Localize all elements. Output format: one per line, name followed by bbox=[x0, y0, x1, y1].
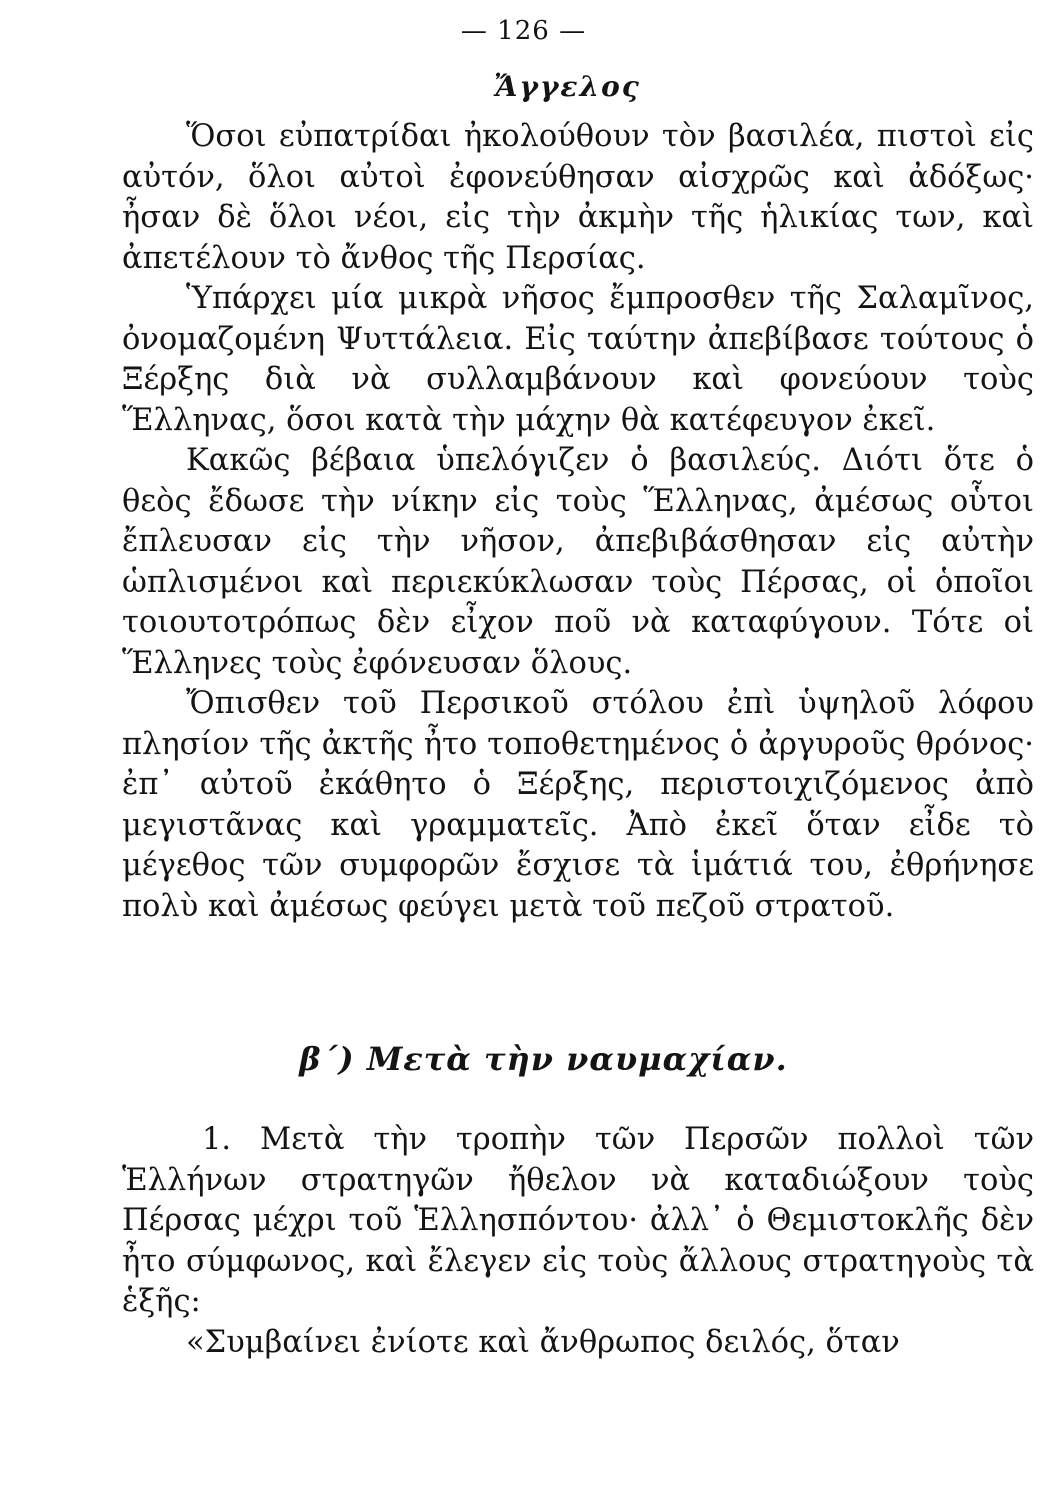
section-heading: β΄) Μετὰ τὴν ναυμαχίαν. bbox=[299, 1040, 788, 1078]
page-number: — 126 — bbox=[460, 16, 587, 46]
section-paragraph-2: «Συμβαίνει ἐνίοτε καὶ ἄνθρωπος δειλός, ὅταν bbox=[186, 1324, 900, 1360]
paragraph-1: Ὅσοι εὐπατρίδαι ἠκολούθουν τὸν βασιλέα, πιστοὶ εἰς αὐτόν, ὅλοι αὐτοὶ ἐφονεύθησαν αἰσχρῶς καὶ ἀδόξως· ἦσαν δὲ ὅλοι νέοι, εἰς τὴν ἀκμὴν τῆς ἡλικίας των, καὶ ἀπετέλουν τὸ ἄνθος τῆς Περσίας. bbox=[122, 119, 1034, 276]
section-paragraph-1: 1. Μετὰ τὴν τροπὴν τῶν Περσῶν πολλοὶ τῶν Ἑλλήνων στρατηγῶν ἤθελον νὰ καταδιώξουν τοὺς Πέρσας μέχρι τοῦ Ἑλλησπόντου· ἀλλ᾽ ὁ Θεμιστοκλῆς δὲν ἦτο σύμφωνος, καὶ ἔλεγεν εἰς τοὺς ἄλλους στρατηγοὺς τὰ ἑξῆς: bbox=[122, 1122, 1034, 1319]
main-text-block bbox=[122, 117, 1034, 927]
speaker-heading: Ἄγγελος bbox=[494, 70, 641, 103]
paragraph-4: Ὄπισθεν τοῦ Περσικοῦ στόλου ἐπὶ ὑψηλοῦ λόφου πλησίον τῆς ἀκτῆς ἦτο τοποθετημένος ὁ ἀργυροῦς θρόνος· ἐπ᾽ αὐτοῦ ἐκάθητο ὁ Ξέρξης, περιστοιχιζόμενος ἀπὸ μεγιστᾶνας καὶ γραμματεῖς. Ἀπὸ ἐκεῖ ὅταν εἶδε τὸ μέγεθος τῶν συμφορῶν ἔσχισε τὰ ἱμάτιά του, ἐθρήνησε πολὺ καὶ ἀμέσως φεύγει μετὰ τοῦ πεζοῦ στρατοῦ. bbox=[122, 686, 1034, 924]
paragraph-2: Ὑπάρχει μία μικρὰ νῆσος ἔμπροσθεν τῆς Σαλαμῖνος, ὀνομαζομένη Ψυττάλεια. Εἰς ταύτην ἀπεβίβασε τούτους ὁ Ξέρξης διὰ νὰ συλλαμβάνουν καὶ φονεύουν τοὺς Ἕλληνας, ὅσοι κατὰ τὴν μάχην θὰ κατέφευγον ἐκεῖ. bbox=[122, 281, 1034, 438]
paragraph-3: Κακῶς βέβαια ὑπελόγιζεν ὁ βασιλεύς. Διότι ὅτε ὁ θεὸς ἔδωσε τὴν νίκην εἰς τοὺς Ἕλληνας, ἀμέσως οὗτοι ἔπλευσαν εἰς τὴν νῆσον, ἀπεβιβάσθησαν εἰς αὐτὴν ὡπλισμένοι καὶ περιεκύκλωσαν τοὺς Πέρσας, οἱ ὁποῖοι τοιουτοτρόπως δὲν εἶχον ποῦ νὰ καταφύγουν. Τότε οἱ Ἕλληνες τοὺς ἐφόνευσαν ὅλους. bbox=[122, 443, 1034, 681]
section-text-block bbox=[122, 1120, 1034, 1363]
